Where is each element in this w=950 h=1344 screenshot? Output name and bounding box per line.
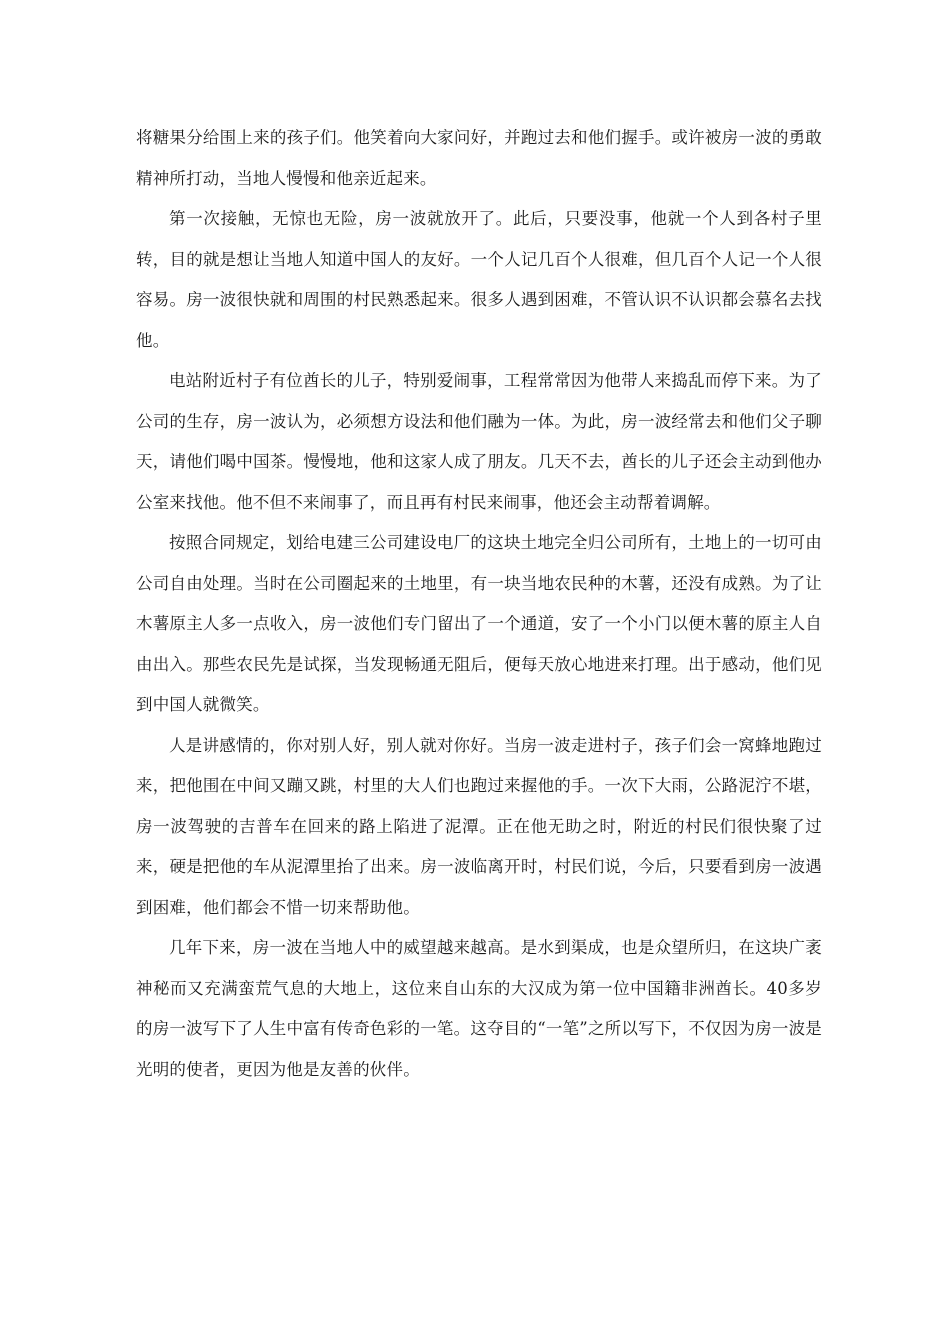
paragraph-first-contact: 第一次接触，无惊也无险，房一波就放开了。此后，只要没事，他就一个人到各村子里转，目的就是想让当地人知道中国人的友好。一个人记几百个人很难，但几百个人记一个人很容易。房一波很快就和周围的村民熟悉起来。很多人遇到困难，不管认识不认识都会慕名去找他。: [136, 209, 822, 350]
paragraph-villagers-help: 人是讲感情的，你对别人好，别人就对你好。当房一波走进村子，孩子们会一窝蜂地跑过来，把他围在中间又蹦又跳，村里的大人们也跑过来握他的手。一次下大雨，公路泥泞不堪，房一波驾驶的吉普车在回来的路上陷进了泥潭。正在他无助之时，附近的村民们很快聚了过来，硬是把他的车从泥潭里抬了出来。房一波临离开时，村民们说，今后，只要看到房一波遇到困难，他们都会不惜一切来帮助他。: [136, 735, 822, 917]
paragraph-cassava-land: 按照合同规定，划给电建三公司建设电厂的这块土地完全归公司所有，土地上的一切可由公司自由处理。当时在公司圈起来的土地里，有一块当地农民种的木薯，还没有成熟。为了让木薯原主人多一点收入，房一波他们专门留出了一个通道，安了一个小门以便木薯的原主人自由出入。那些农民先是试探，当发现畅通无阻后，便每天放心地进来打理。出于感动，他们见到中国人就微笑。: [136, 533, 822, 714]
paragraph-continued: 将糖果分给围上来的孩子们。他笑着向大家问好，并跑过去和他们握手。或许被房一波的勇敢精神所打动，当地人慢慢和他亲近起来。: [136, 128, 822, 188]
paragraph-becomes-chief: 几年下来，房一波在当地人中的威望越来越高。是水到渠成，也是众望所归，在这块广袤神秘而又充满蛮荒气息的大地上，这位来自山东的大汉成为第一位中国籍非洲酋长。40多岁的房一波写下了人生中富有传奇色彩的一笔。这夺目的“一笔”之所以写下，不仅因为房一波是光明的使者，更因为他是友善的伙伴。: [136, 938, 822, 1079]
paragraph-chief-son: 电站附近村子有位酋长的儿子，特别爱闹事，工程常常因为他带人来捣乱而停下来。为了公司的生存，房一波认为，必须想方设法和他们融为一体。为此，房一波经常去和他们父子聊天，请他们喝中国茶。慢慢地，他和这家人成了朋友。几天不去，酋长的儿子还会主动到他办公室来找他。他不但不来闹事了，而且再有村民来闹事，他还会主动帮着调解。: [136, 371, 822, 512]
article-body: [136, 118, 822, 1090]
